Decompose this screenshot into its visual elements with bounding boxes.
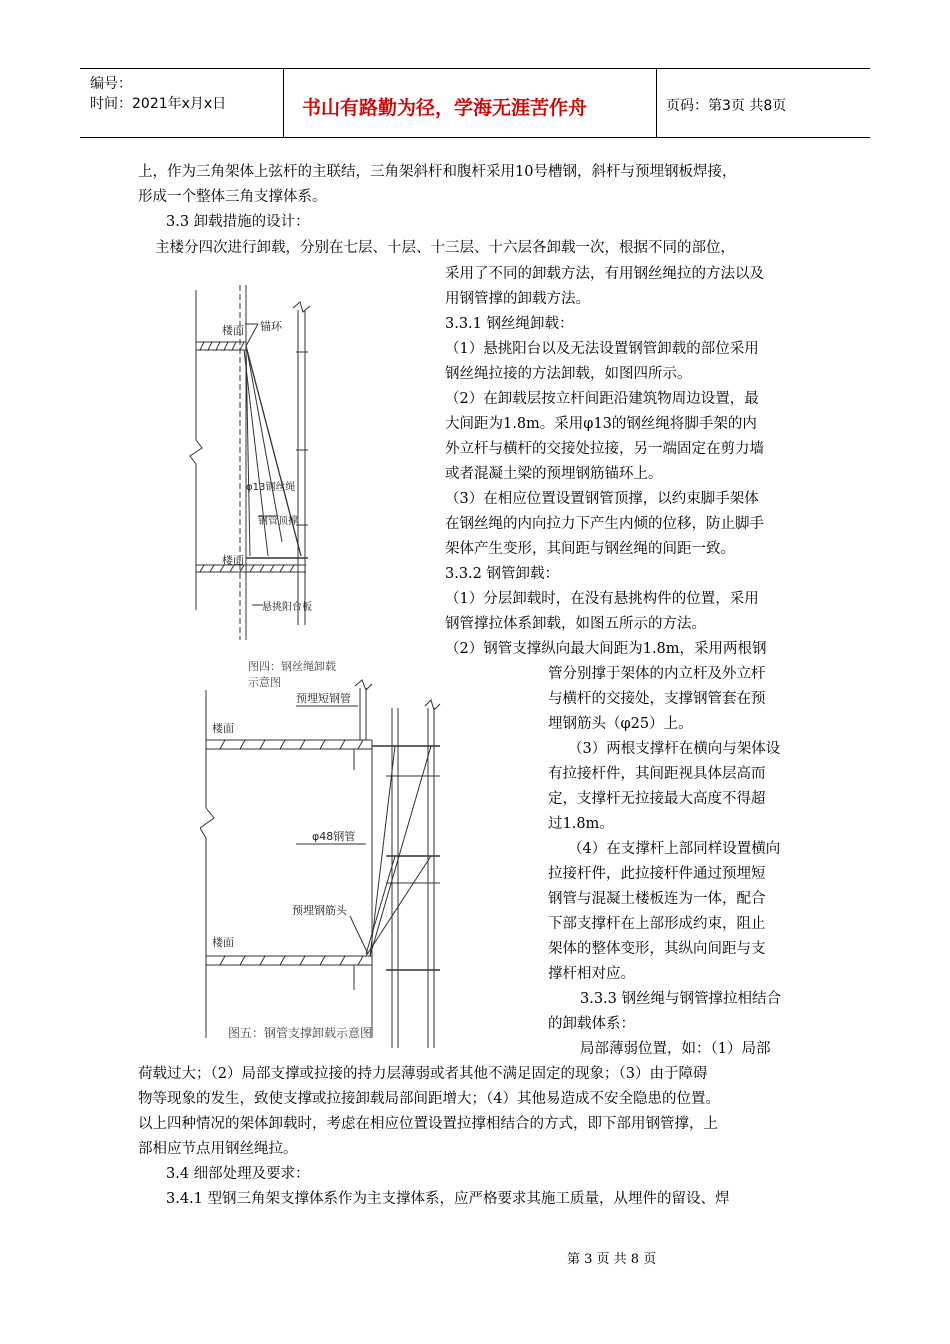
paragraph-line: 外立杆与横杆的交接处拉接，另一端固定在剪力墙 <box>445 441 764 457</box>
label-anchor-ring: 锚环 <box>260 320 282 333</box>
paragraph-line: 上，作为三角架体上弦杆的主联结，三角架斜杆和腹杆采用10号槽钢，斜杆与预埋钢板焊接， <box>138 164 737 180</box>
paragraph-line: （3）两根支撑杆在横向与架体设 <box>568 741 781 757</box>
label-embedded-rebar: 预埋钢筋头 <box>292 904 347 917</box>
section-heading: 3.3.1 钢丝绳卸载： <box>445 316 574 332</box>
paragraph-line: 有拉接杆件，其间距视具体层高而 <box>548 766 766 782</box>
header-divider <box>283 69 284 137</box>
paragraph-line: 大间距为1.8m。采用φ13的钢丝绳将脚手架的内 <box>445 416 757 432</box>
paragraph-line: 管分别撑于架体的内立杆及外立杆 <box>548 666 766 682</box>
paragraph-line: （1）分层卸载时，在没有悬挑构件的位置，采用 <box>445 591 759 607</box>
paragraph-line: 3.4.1 型钢三角架支撑体系作为主支撑体系，应严格要求其施工质量，从埋件的留设、焊 <box>166 1191 730 1207</box>
paragraph-line: 钢管撑拉体系卸载，如图五所示的方法。 <box>445 616 706 632</box>
section-heading: 3.4 细部处理及要求： <box>166 1166 310 1182</box>
figure-4-caption: 图四：钢丝绳卸载示意图 <box>248 660 336 689</box>
figure-5-caption: 图五：钢管支撑卸载示意图 <box>228 1026 373 1040</box>
paragraph-line: 钢管与混凝土楼板连为一体，配合 <box>548 891 766 907</box>
paragraph-line: 部相应节点用钢丝绳拉。 <box>138 1141 298 1157</box>
paragraph-line: 撑杆相对应。 <box>548 966 635 982</box>
paragraph-line: 荷载过大；（2）局部支撑或拉接的持力层薄弱或者其他不满足固定的现象；（3）由于障碍 <box>138 1066 708 1082</box>
header-motto: 书山有路勤为径，学海无涯苦作舟 <box>302 97 588 119</box>
figure-5-steel-pipe-unloading <box>200 678 448 1050</box>
paragraph-line: 局部薄弱位置，如：（1）局部 <box>580 1041 771 1057</box>
paragraph-line: 物等现象的发生，致使支撑或拉接卸载局部间距增大；（4）其他易造成不安全隐患的位置。 <box>138 1091 720 1107</box>
label-steel-jack: 钢管顶撑 <box>258 516 298 527</box>
paragraph-line: 主楼分四次进行卸载，分别在七层、十层、十三层、十六层各卸载一次，根据不同的部位， <box>155 240 735 256</box>
doc-number-label: 编号： <box>90 76 132 92</box>
paragraph-line: 采用了不同的卸载方法，有用钢丝绳拉的方法以及 <box>445 266 764 282</box>
label-balcony-slab: 悬挑阳台板 <box>262 602 312 613</box>
paragraph-line: 架体的整体变形，其纵向间距与支 <box>548 941 766 957</box>
paragraph-line: （2）钢管支撑纵向最大间距为1.8m，采用两根钢 <box>445 641 767 657</box>
paragraph-line: 形成一个整体三角支撑体系。 <box>138 189 327 205</box>
figure-5-drawing <box>200 678 448 1050</box>
paragraph-line: 过1.8m。 <box>548 816 614 832</box>
label-floor-top: 楼面 <box>222 324 244 337</box>
paragraph-line: 架体产生变形，其间距与钢丝绳的间距一致。 <box>445 541 735 557</box>
label-floor-bottom: 楼面 <box>222 554 244 567</box>
section-heading: 的卸载体系： <box>548 1016 635 1032</box>
label-wire-rope: φ13钢丝绳 <box>246 482 296 493</box>
footer-page-number: 第 3 页 共 8 页 <box>567 1252 657 1267</box>
paragraph-line: 定，支撑杆无拉接最大高度不得超 <box>548 791 766 807</box>
label-floor-top: 楼面 <box>212 722 234 735</box>
paragraph-line: （3）在相应位置设置钢管顶撑，以约束脚手架体 <box>445 491 759 507</box>
section-heading: 3.3.3 钢丝绳与钢管撑拉相结合 <box>580 991 782 1007</box>
section-heading: 3.3.2 钢管卸载： <box>445 566 560 582</box>
paragraph-line: 用钢管撑的卸载方法。 <box>445 291 590 307</box>
section-heading: 3.3 卸载措施的设计： <box>166 214 310 230</box>
paragraph-line: （1）悬挑阳台以及无法设置钢管卸载的部位采用 <box>445 341 759 357</box>
label-floor-bottom: 楼面 <box>212 936 234 949</box>
paragraph-line: （2）在卸载层按立杆间距沿建筑物周边设置，最 <box>445 391 759 407</box>
page-indicator: 页码：第3页 共8页 <box>666 98 787 114</box>
paragraph-line: （4）在支撑杆上部同样设置横向 <box>568 841 781 857</box>
label-embedded-short-pipe: 预埋短钢管 <box>296 692 351 705</box>
document-header <box>80 68 870 138</box>
paragraph-line: 或者混凝土梁的预埋钢筋锚环上。 <box>445 466 663 482</box>
label-48-steel-pipe: φ48钢管 <box>312 830 356 843</box>
paragraph-line: 在钢丝绳的内向拉力下产生内倾的位移，防止脚手 <box>445 516 764 532</box>
paragraph-line: 埋钢筋头（φ25）上。 <box>548 716 693 732</box>
figure-4-wire-rope-unloading <box>188 280 338 689</box>
paragraph-line: 下部支撑杆在上部形成约束，阻止 <box>548 916 766 932</box>
paragraph-line: 钢丝绳拉接的方法卸载，如图四所示。 <box>445 366 692 382</box>
header-divider <box>656 69 657 137</box>
paragraph-line: 与横杆的交接处，支撑钢管套在预 <box>548 691 766 707</box>
paragraph-line: 以上四种情况的架体卸载时，考虑在相应位置设置拉撑相结合的方式，即下部用钢管撑，上 <box>138 1116 718 1132</box>
doc-date-label: 时间：2021年x月x日 <box>90 96 227 112</box>
paragraph-line: 拉接杆件，此拉接杆件通过预埋短 <box>548 866 766 882</box>
